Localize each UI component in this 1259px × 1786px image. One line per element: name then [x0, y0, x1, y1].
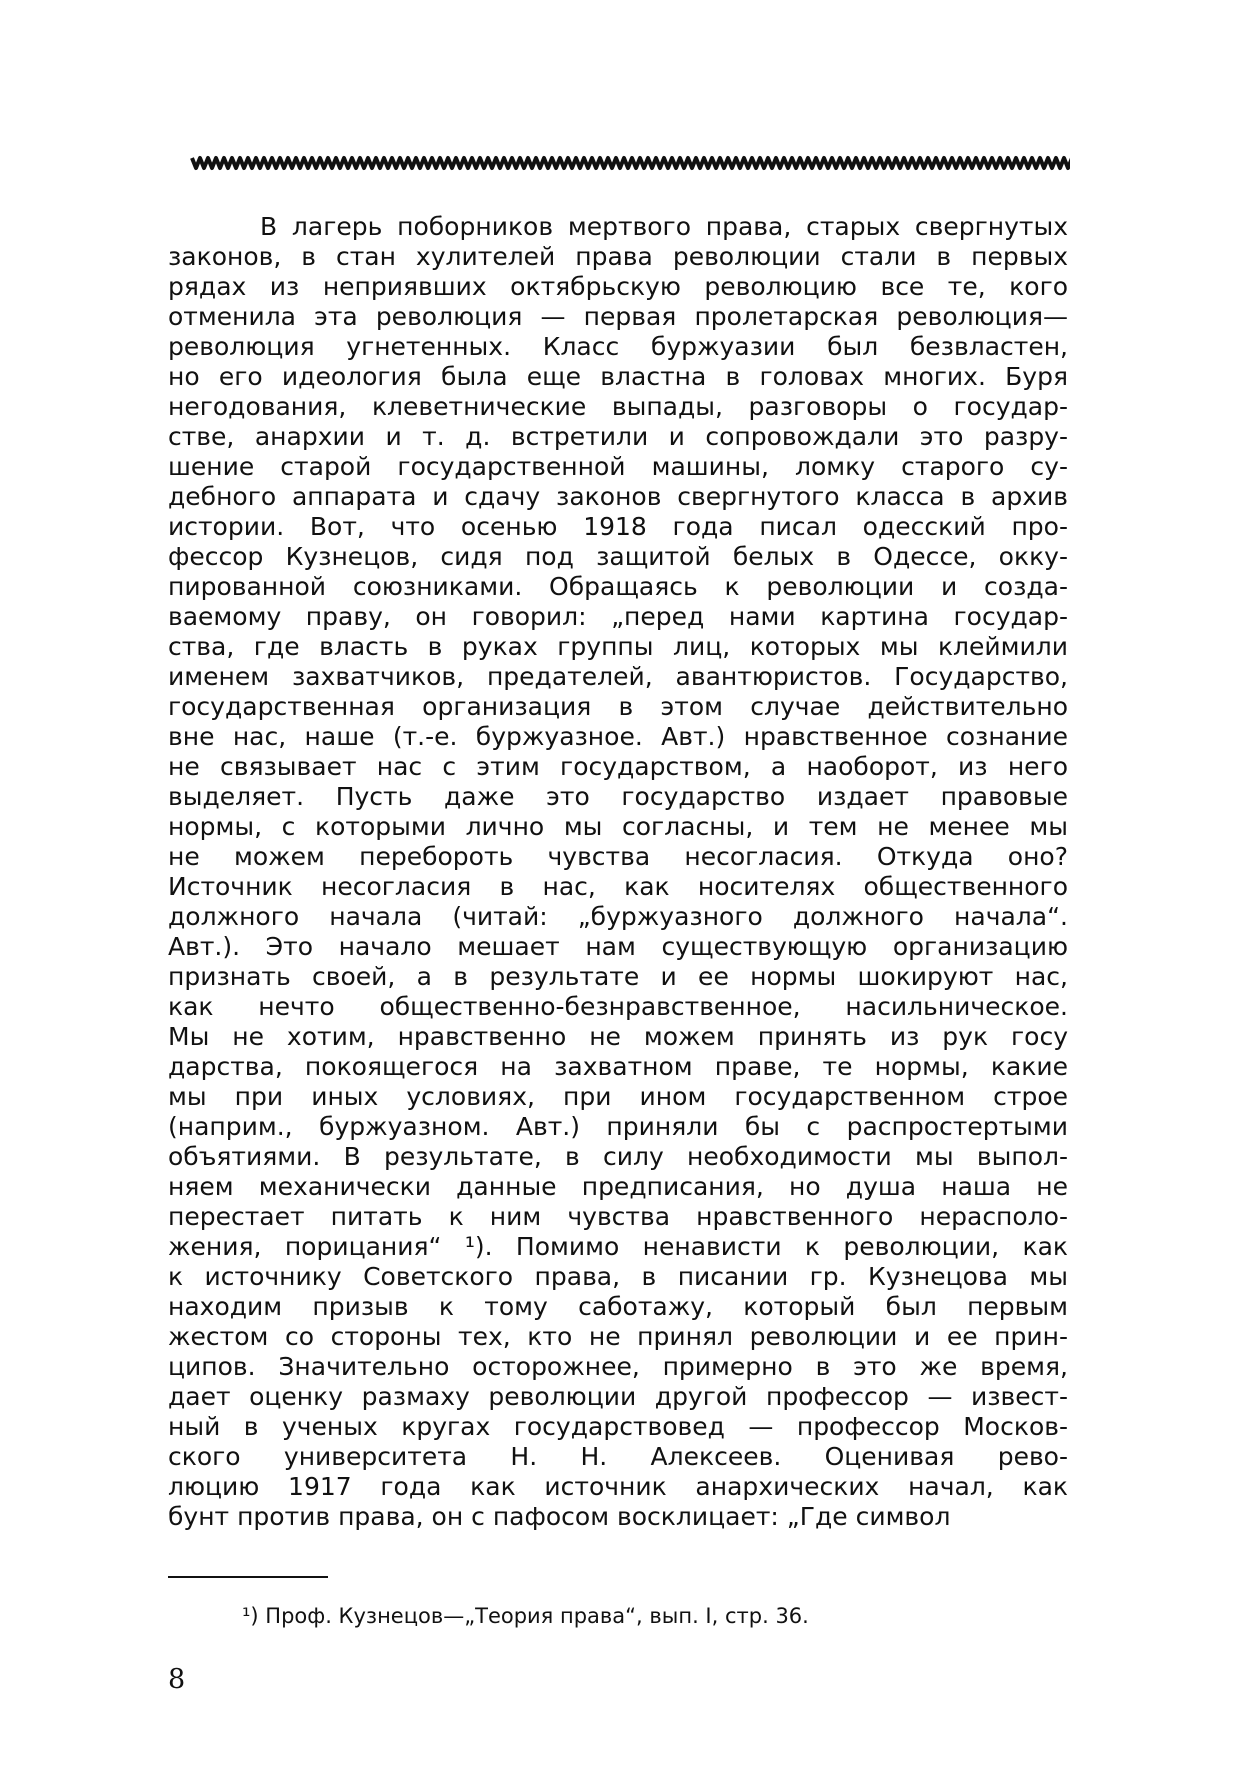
text-line: не можем перебороть чувства несогласия. Откуда оно? — [168, 842, 1068, 871]
text-line: дебного аппарата и сдачу законов свергнутого класса в архив — [168, 482, 1068, 511]
header-ornament — [190, 152, 1070, 174]
text-line: бунт против права, он с пафосом восклицает: „Где символ — [168, 1502, 951, 1531]
text-line: дает оценку размаху революции другой профессор — извест- — [168, 1382, 1068, 1411]
text-line: отменила эта революция — первая пролетарская революция— — [168, 302, 1068, 331]
text-line: истории. Вот, что осенью 1918 года писал одесский про- — [168, 512, 1068, 541]
text-line: люцию 1917 года как источник анархических начал, как — [168, 1472, 1068, 1501]
text-line: ваемому праву, он говорил: „перед нами картина государ- — [168, 602, 1068, 631]
text-line: Авт.). Это начало мешает нам существующую организацию — [168, 932, 1068, 961]
text-line: жения, порицания“ ¹). Помимо ненависти к революции, как — [168, 1232, 1068, 1261]
text-line: шение старой государственной машины, ломку старого су- — [168, 452, 1068, 481]
text-line: ства, где власть в руках группы лиц, которых мы клеймили — [168, 632, 1068, 661]
text-line: дарства, покоящегося на захватном праве, те нормы, какие — [168, 1052, 1068, 1081]
text-line: не связывает нас с этим государством, а наоборот, из него — [168, 752, 1068, 781]
text-line: В лагерь поборников мертвого права, старых свергнутых — [260, 212, 1068, 241]
text-line: пированной союзниками. Обращаясь к революции и созда- — [168, 572, 1068, 601]
text-line: ный в ученых кругах государствовед — профессор Москов- — [168, 1412, 1068, 1441]
text-line: няем механически данные предписания, но душа наша не — [168, 1172, 1068, 1201]
text-line: выделяет. Пусть даже это государство издает правовые — [168, 782, 1068, 811]
text-line: ципов. Значительно осторожнее, примерно в это же время, — [168, 1352, 1068, 1381]
text-line: перестает питать к ним чувства нравственного нерасполо- — [168, 1202, 1068, 1231]
text-line: негодования, клеветнические выпады, разговоры о государ- — [168, 392, 1068, 421]
text-line: вне нас, наше (т.-е. буржуазное. Авт.) нравственное сознание — [168, 722, 1068, 751]
text-line: стве, анархии и т. д. встретили и сопровождали это разру- — [168, 422, 1068, 451]
text-line: фессор Кузнецов, сидя под защитой белых в Одессе, окку- — [168, 542, 1068, 571]
text-line: но его идеология была еще властна в головах многих. Буря — [168, 362, 1068, 391]
footnote-divider — [168, 1576, 328, 1578]
body-paragraph — [168, 212, 1068, 1532]
text-line: Источник несогласия в нас, как носителях общественного — [168, 872, 1068, 901]
page-number: 8 — [168, 1664, 186, 1695]
text-line: революция угнетенных. Класс буржуазии был безвластен, — [168, 332, 1068, 361]
text-line: нормы, с которыми лично мы согласны, и тем не менее мы — [168, 812, 1068, 841]
text-line: должного начала (читай: „буржуазного должного начала“. — [168, 902, 1068, 931]
text-line: признать своей, а в результате и ее нормы шокируют нас, — [168, 962, 1068, 991]
text-line: рядах из неприявших октябрьскую революцию все те, кого — [168, 272, 1068, 301]
text-line: объятиями. В результате, в силу необходимости мы выпол- — [168, 1142, 1068, 1171]
text-line: как нечто общественно-безнравственное, насильническое. — [168, 992, 1068, 1021]
text-line: Мы не хотим, нравственно не можем принять из рук госу — [168, 1022, 1068, 1051]
text-line: государственная организация в этом случае действительно — [168, 692, 1068, 721]
text-line: мы при иных условиях, при ином государственном строе — [168, 1082, 1068, 1111]
footnote: ¹) Проф. Кузнецов—„Теория права“, вып. I, стр. 36. — [242, 1604, 809, 1628]
text-line: к источнику Советского права, в писании гр. Кузнецова мы — [168, 1262, 1068, 1291]
text-line: находим призыв к тому саботажу, который был первым — [168, 1292, 1068, 1321]
text-line: именем захватчиков, предателей, авантюристов. Государство, — [168, 662, 1068, 691]
text-line: (наприм., буржуазном. Авт.) приняли бы с распростертыми — [168, 1112, 1068, 1141]
text-line: жестом со стороны тех, кто не принял революции и ее прин- — [168, 1322, 1068, 1351]
text-line: ского университета Н. Н. Алексеев. Оценивая рево- — [168, 1442, 1068, 1471]
text-line: законов, в стан хулителей права революции стали в первых — [168, 242, 1068, 271]
